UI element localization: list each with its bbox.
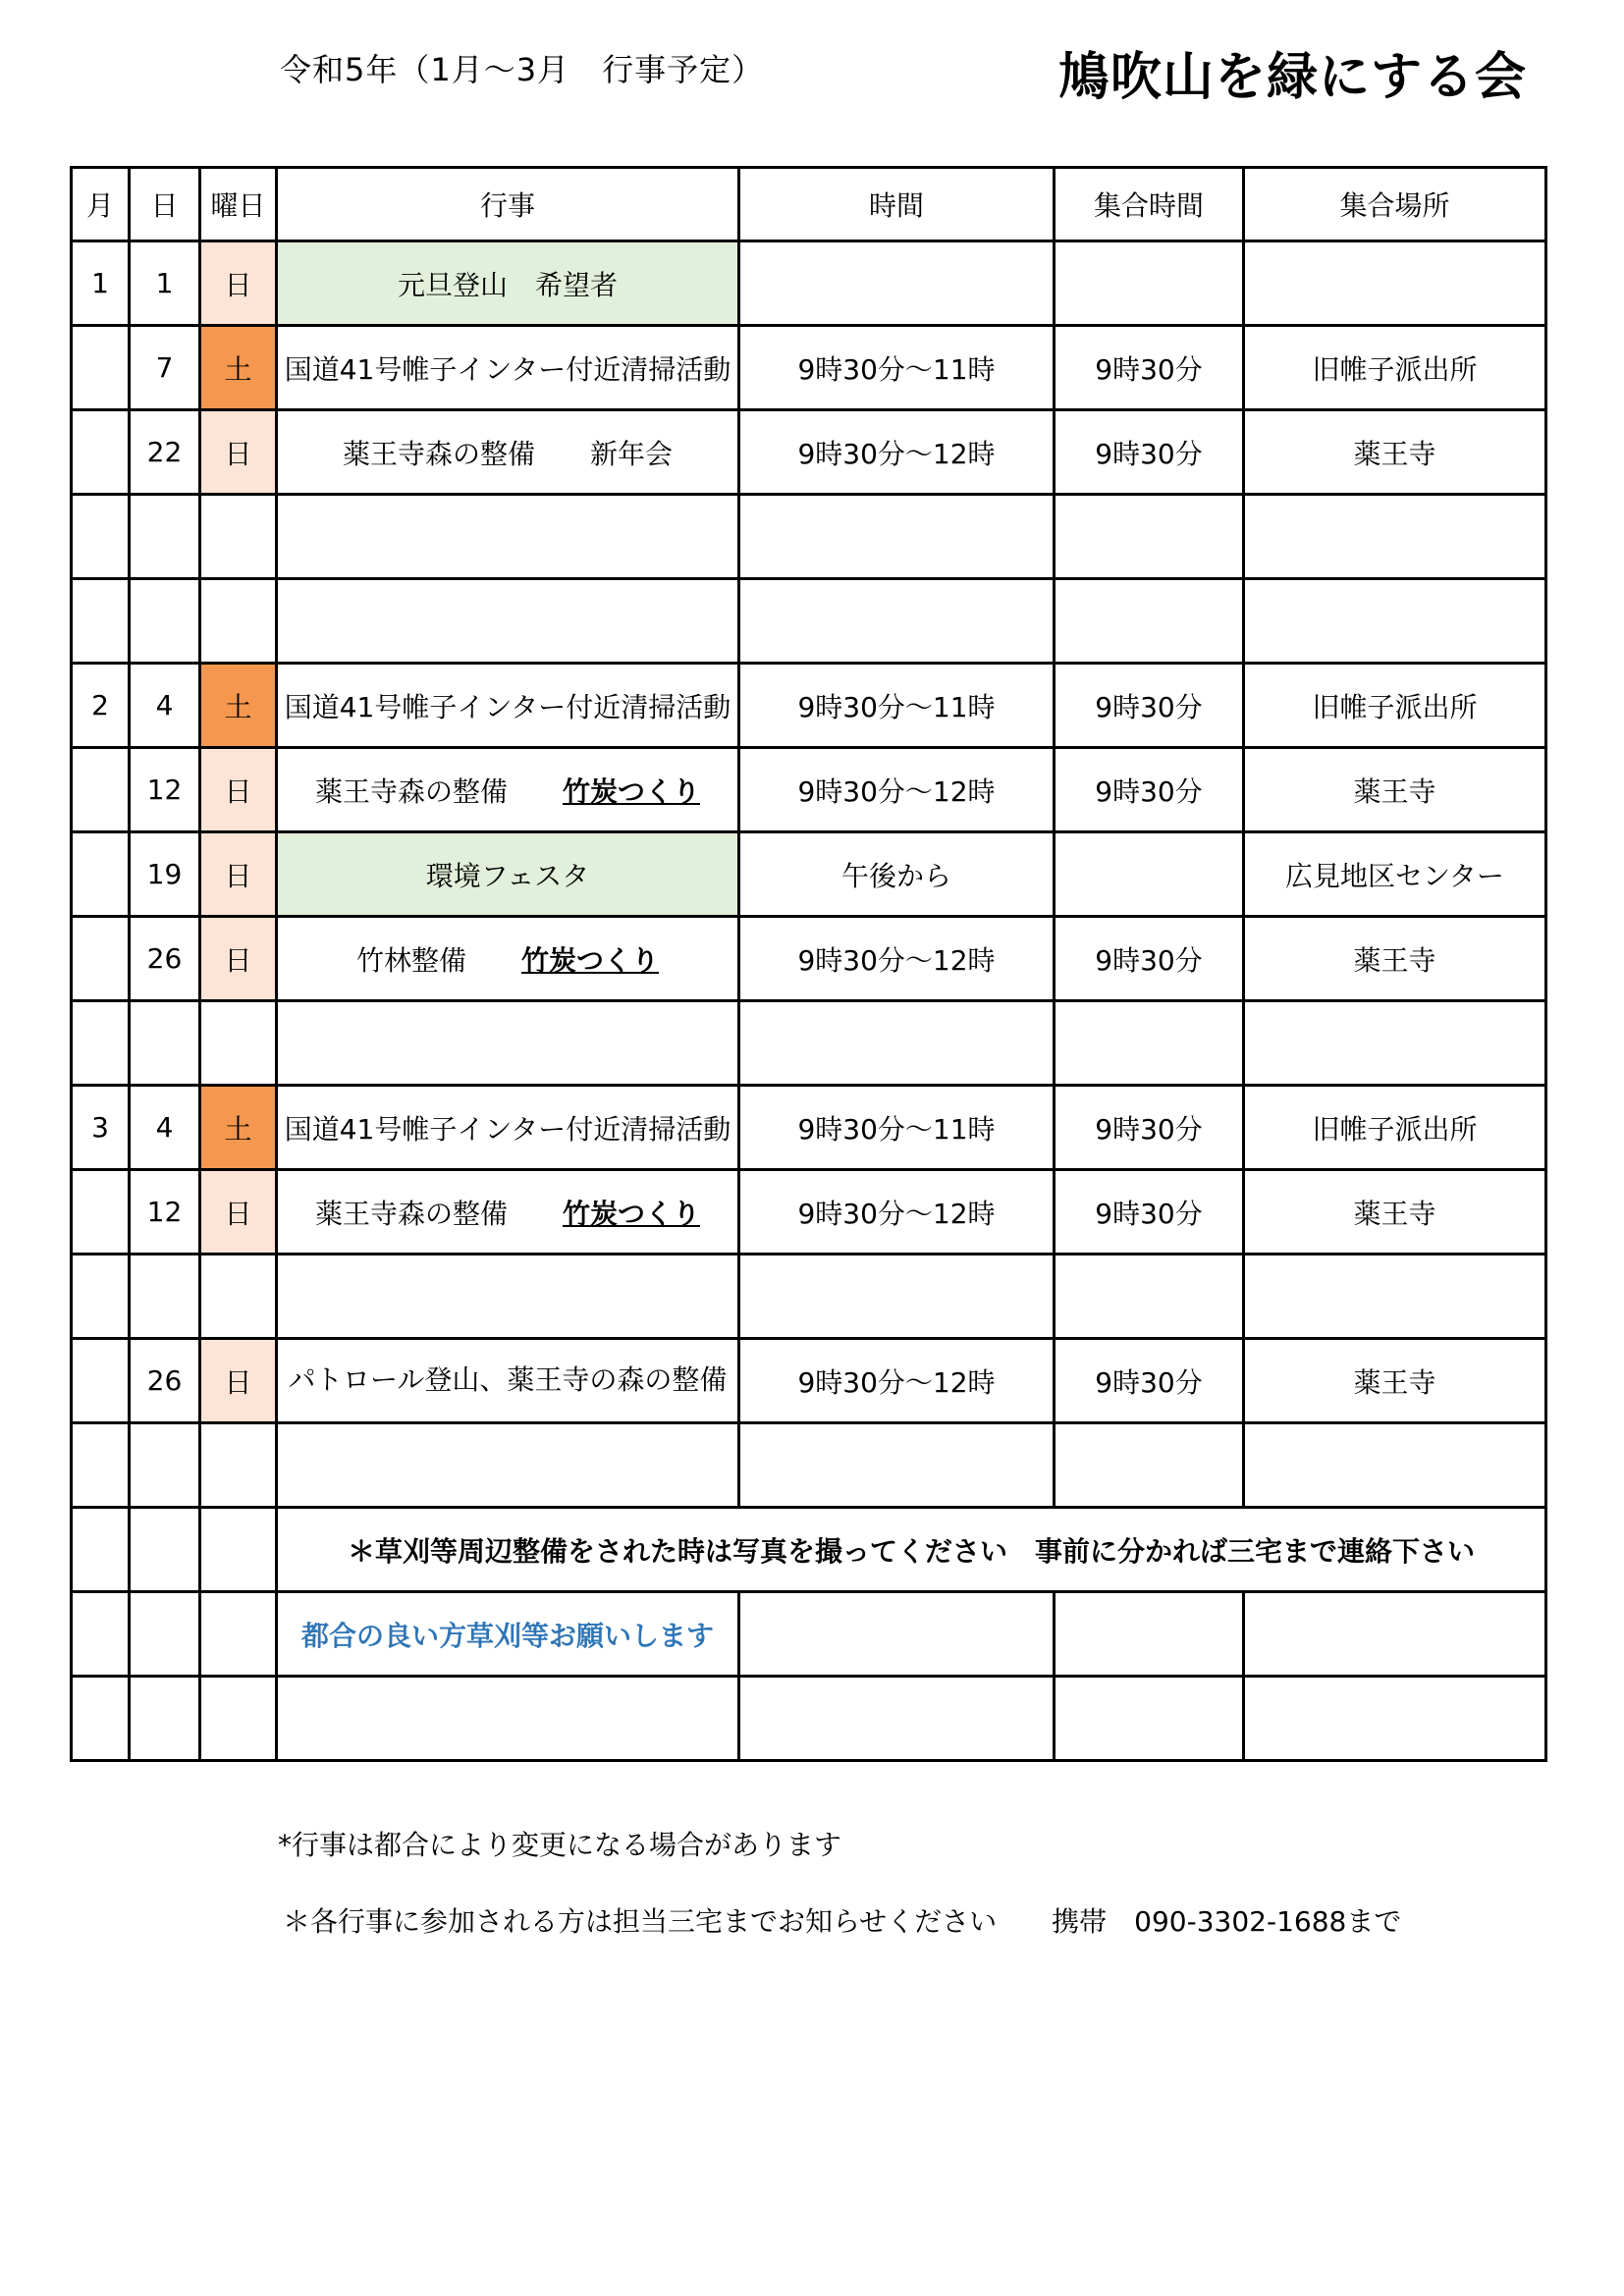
cell-day: 26 (130, 1339, 200, 1423)
empty-cell (130, 1508, 200, 1592)
cell-month: 2 (72, 664, 130, 748)
empty-cell (200, 495, 277, 579)
empty-cell (739, 495, 1055, 579)
cell-weekday: 日 (200, 917, 277, 1001)
empty-cell (277, 579, 739, 664)
cell-meet-time: 9時30分 (1055, 1086, 1244, 1170)
cell-meet-place (1244, 241, 1546, 326)
empty-cell (1055, 579, 1244, 664)
event-text: 薬王寺森の整備 (314, 774, 563, 808)
cell-event: 国道41号帷子インター付近清掃活動 (277, 664, 739, 748)
empty-cell (130, 1423, 200, 1508)
empty-cell (200, 1508, 277, 1592)
cell-day: 7 (130, 326, 200, 410)
event-highlight: 竹炭つくり (563, 1197, 701, 1230)
empty-cell (1244, 1255, 1546, 1339)
cell-meet-place: 旧帷子派出所 (1244, 326, 1546, 410)
header-event: 行事 (277, 168, 739, 241)
empty-cell (72, 1255, 130, 1339)
cell-meet-place: 薬王寺 (1244, 917, 1546, 1001)
cell-day: 22 (130, 410, 200, 495)
empty-row (72, 1423, 1546, 1508)
empty-cell (277, 1001, 739, 1086)
cell-day: 19 (130, 832, 200, 917)
cell-weekday: 日 (200, 832, 277, 917)
empty-cell (1055, 1423, 1244, 1508)
notice-text: ＊草刈等周辺整備をされた時は写真を撮ってください 事前に分かれば三宅まで連絡下さい (277, 1508, 1546, 1592)
schedule-table (70, 166, 1547, 1762)
cell-meet-place: 旧帷子派出所 (1244, 664, 1546, 748)
empty-cell (739, 1001, 1055, 1086)
empty-cell (1055, 1592, 1244, 1677)
cell-meet-time: 9時30分 (1055, 326, 1244, 410)
empty-cell (200, 1677, 277, 1761)
cell-time: 9時30分～12時 (739, 917, 1055, 1001)
cell-weekday: 土 (200, 664, 277, 748)
empty-row (72, 1255, 1546, 1339)
cell-month (72, 326, 130, 410)
empty-cell (130, 1001, 200, 1086)
cell-meet-time: 9時30分 (1055, 664, 1244, 748)
empty-row (72, 579, 1546, 664)
cell-meet-place: 広見地区センター (1244, 832, 1546, 917)
cell-meet-time: 9時30分 (1055, 1339, 1244, 1423)
cell-weekday: 土 (200, 1086, 277, 1170)
empty-cell (739, 1423, 1055, 1508)
empty-cell (1055, 1677, 1244, 1761)
empty-cell (72, 1001, 130, 1086)
cell-meet-time: 9時30分 (1055, 917, 1244, 1001)
empty-cell (1244, 495, 1546, 579)
schedule-subtitle: 令和5年（1月～3月 行事予定） (280, 51, 765, 88)
empty-cell (72, 1677, 130, 1761)
empty-cell (200, 579, 277, 664)
table-row (72, 241, 1546, 326)
change-note: *行事は都合により変更になる場合があります (278, 1829, 842, 1861)
empty-cell (130, 1255, 200, 1339)
empty-cell (1055, 1255, 1244, 1339)
contact-note: ＊各行事に参加される方は担当三宅までお知らせください 携帯 090-3302-1688まで (283, 1905, 1402, 1938)
cell-time: 午後から (739, 832, 1055, 917)
table-row (72, 1086, 1546, 1170)
cell-month (72, 1170, 130, 1255)
empty-cell (277, 1255, 739, 1339)
cell-month: 1 (72, 241, 130, 326)
cell-time: 9時30分～11時 (739, 1086, 1055, 1170)
cell-month (72, 1339, 130, 1423)
header-month: 月 (72, 168, 130, 241)
cell-weekday: 日 (200, 410, 277, 495)
empty-cell (277, 1677, 739, 1761)
cell-weekday: 日 (200, 1170, 277, 1255)
table-row (72, 748, 1546, 832)
table-row (72, 664, 1546, 748)
cell-time: 9時30分～11時 (739, 326, 1055, 410)
empty-cell (200, 1423, 277, 1508)
cell-time: 9時30分～12時 (739, 1170, 1055, 1255)
cell-month (72, 917, 130, 1001)
cell-day: 12 (130, 1170, 200, 1255)
empty-cell (72, 579, 130, 664)
event-highlight: 竹炭つくり (563, 774, 701, 808)
cell-event: 国道41号帷子インター付近清掃活動 (277, 1086, 739, 1170)
empty-cell (72, 1508, 130, 1592)
cell-day: 12 (130, 748, 200, 832)
cell-weekday: 土 (200, 326, 277, 410)
cell-event: 国道41号帷子インター付近清掃活動 (277, 326, 739, 410)
empty-cell (130, 495, 200, 579)
cell-meet-time (1055, 241, 1244, 326)
table-row (72, 832, 1546, 917)
cell-meet-place: 薬王寺 (1244, 1170, 1546, 1255)
request-row (72, 1592, 1546, 1677)
event-text: 竹林整備 (355, 943, 521, 977)
cell-meet-place: 薬王寺 (1244, 410, 1546, 495)
cell-month: 3 (72, 1086, 130, 1170)
header-meet-time: 集合時間 (1055, 168, 1244, 241)
empty-cell (1244, 1423, 1546, 1508)
empty-cell (1244, 1001, 1546, 1086)
cell-meet-time: 9時30分 (1055, 1170, 1244, 1255)
cell-month (72, 410, 130, 495)
empty-cell (72, 1423, 130, 1508)
organization-name: 鳩吹山を緑にする会 (1058, 48, 1528, 107)
cell-event: 元旦登山 希望者 (277, 241, 739, 326)
cell-event (277, 1170, 739, 1255)
cell-event (277, 917, 739, 1001)
cell-month (72, 832, 130, 917)
empty-cell (739, 579, 1055, 664)
cell-time: 9時30分～12時 (739, 410, 1055, 495)
cell-meet-time: 9時30分 (1055, 748, 1244, 832)
cell-weekday: 日 (200, 241, 277, 326)
request-text: 都合の良い方草刈等お願いします (277, 1592, 739, 1677)
empty-cell (200, 1255, 277, 1339)
empty-cell (130, 1677, 200, 1761)
empty-cell (1055, 495, 1244, 579)
cell-time: 9時30分～12時 (739, 748, 1055, 832)
cell-day: 4 (130, 1086, 200, 1170)
table-row (72, 1339, 1546, 1423)
cell-event: 環境フェスタ (277, 832, 739, 917)
table-row (72, 1170, 1546, 1255)
empty-cell (72, 1592, 130, 1677)
notice-row (72, 1508, 1546, 1592)
header-day: 日 (130, 168, 200, 241)
header-weekday: 曜日 (200, 168, 277, 241)
cell-meet-place: 薬王寺 (1244, 748, 1546, 832)
table-header-row (72, 168, 1546, 241)
cell-event: パトロール登山、薬王寺の森の整備 (277, 1339, 739, 1423)
cell-meet-place: 薬王寺 (1244, 1339, 1546, 1423)
cell-meet-time (1055, 832, 1244, 917)
table-row (72, 326, 1546, 410)
cell-day: 1 (130, 241, 200, 326)
empty-cell (130, 579, 200, 664)
empty-cell (277, 495, 739, 579)
cell-weekday: 日 (200, 748, 277, 832)
empty-cell (1055, 1001, 1244, 1086)
empty-cell (739, 1255, 1055, 1339)
table-row (72, 410, 1546, 495)
cell-day: 4 (130, 664, 200, 748)
table-row (72, 917, 1546, 1001)
event-highlight: 竹炭つくり (521, 943, 660, 977)
event-text: 薬王寺森の整備 (314, 1197, 563, 1230)
empty-cell (1244, 1677, 1546, 1761)
cell-event (277, 748, 739, 832)
cell-time: 9時30分～12時 (739, 1339, 1055, 1423)
cell-time: 9時30分～11時 (739, 664, 1055, 748)
cell-meet-time: 9時30分 (1055, 410, 1244, 495)
cell-weekday: 日 (200, 1339, 277, 1423)
empty-cell (739, 1677, 1055, 1761)
empty-cell (200, 1001, 277, 1086)
cell-month (72, 748, 130, 832)
empty-row (72, 1677, 1546, 1761)
header-time: 時間 (739, 168, 1055, 241)
empty-cell (1244, 579, 1546, 664)
empty-cell (200, 1592, 277, 1677)
cell-meet-place: 旧帷子派出所 (1244, 1086, 1546, 1170)
empty-row (72, 495, 1546, 579)
cell-day: 26 (130, 917, 200, 1001)
empty-row (72, 1001, 1546, 1086)
empty-cell (72, 495, 130, 579)
empty-cell (277, 1423, 739, 1508)
empty-cell (739, 1592, 1055, 1677)
cell-event: 薬王寺森の整備 新年会 (277, 410, 739, 495)
empty-cell (130, 1592, 200, 1677)
header-meet-place: 集合場所 (1244, 168, 1546, 241)
empty-cell (1244, 1592, 1546, 1677)
cell-time (739, 241, 1055, 326)
